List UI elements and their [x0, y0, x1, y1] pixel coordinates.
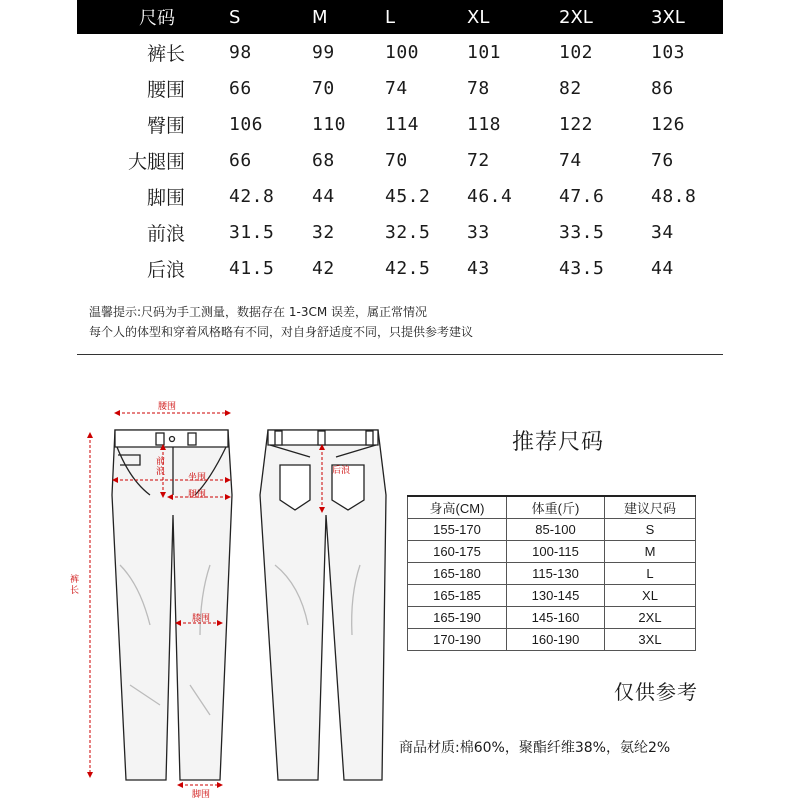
- rec-header-weight: 体重(斤): [507, 496, 605, 518]
- size-cell: 70: [385, 149, 408, 171]
- size-cell: 48.8: [651, 185, 697, 207]
- size-cell: 114: [385, 113, 420, 135]
- recommend-row: [408, 628, 696, 650]
- recommend-row: [408, 584, 696, 606]
- size-row-label: 大腿围: [127, 150, 185, 173]
- recommend-row: [408, 540, 696, 562]
- recommend-cell: 3XL: [605, 628, 696, 650]
- recommend-table: [407, 495, 696, 651]
- size-cell: 43: [467, 257, 490, 279]
- label-waist: 腰围: [158, 402, 177, 412]
- recommend-cell: 160-190: [507, 628, 605, 650]
- label-hem: 脚围: [192, 790, 211, 800]
- size-cell: 44: [312, 185, 335, 207]
- size-cell: 33: [467, 221, 490, 243]
- size-row-label: 裤长: [146, 42, 185, 65]
- size-cell: 101: [467, 41, 502, 63]
- recommend-title: 推荐尺码: [512, 430, 605, 455]
- recommend-cell: 130-145: [507, 584, 605, 606]
- size-row-label: 前浪: [146, 222, 185, 245]
- recommend-row: [408, 606, 696, 628]
- header-cell: XL: [467, 6, 490, 28]
- size-cell: 100: [385, 41, 420, 63]
- label-front-rise: 前浪: [156, 457, 166, 477]
- recommend-row: [408, 562, 696, 584]
- size-cell: 42.8: [229, 185, 275, 207]
- front-pants-drawing: [112, 430, 232, 780]
- size-cell: 74: [559, 149, 582, 171]
- size-cell: 47.6: [559, 185, 605, 207]
- header-cell: 3XL: [651, 6, 685, 28]
- recommend-cell: 100-115: [507, 540, 605, 562]
- size-cell: 31.5: [229, 221, 275, 243]
- note-line-1: 温馨提示:尺码为手工测量，数据存在 1-3CM 误差，属正常情况: [89, 305, 428, 319]
- size-cell: 41.5: [229, 257, 275, 279]
- pants-illustration: [60, 385, 400, 800]
- size-row-label: 脚围: [146, 186, 185, 209]
- recommend-cell: 165-180: [408, 562, 507, 584]
- recommend-cell: 2XL: [605, 606, 696, 628]
- size-cell: 66: [229, 149, 252, 171]
- size-cell: 43.5: [559, 257, 605, 279]
- header-cell: S: [229, 6, 241, 28]
- recommend-cell: 165-190: [408, 606, 507, 628]
- header-cell: 2XL: [559, 6, 593, 28]
- recommend-cell: M: [605, 540, 696, 562]
- pants-measurement-diagram: [60, 385, 400, 800]
- label-hip: 坐围: [188, 473, 207, 483]
- size-cell: 99: [312, 41, 335, 63]
- size-chart-table: [77, 0, 723, 286]
- size-cell: 110: [312, 113, 347, 135]
- size-cell: 86: [651, 77, 674, 99]
- recommend-row: [408, 518, 696, 540]
- size-cell: 76: [651, 149, 674, 171]
- size-cell: 118: [467, 113, 502, 135]
- label-knee: 膝围: [192, 614, 211, 624]
- size-row-label: 臀围: [146, 114, 185, 137]
- rec-header-height: 身高(CM): [408, 496, 507, 518]
- size-chart-body: [77, 34, 723, 286]
- size-cell: 32.5: [385, 221, 431, 243]
- label-back-rise: 后浪: [332, 466, 351, 476]
- size-row: [77, 142, 723, 178]
- material-composition: 商品材质:棉60%，聚酯纤维38%，氨纶2%: [399, 740, 671, 756]
- size-cell: 106: [229, 113, 264, 135]
- size-cell: 66: [229, 77, 252, 99]
- size-cell: 102: [559, 41, 594, 63]
- header-cell: L: [385, 6, 396, 28]
- size-row: [77, 178, 723, 214]
- size-row: [77, 70, 723, 106]
- size-row: [77, 34, 723, 70]
- note-line-2: 每个人的体型和穿着风格略有不同，对自身舒适度不同，只提供参考建议: [89, 325, 474, 339]
- size-cell: 72: [467, 149, 490, 171]
- reference-only-text: 仅供参考: [614, 680, 698, 704]
- recommend-cell: 170-190: [408, 628, 507, 650]
- recommend-cell: 85-100: [507, 518, 605, 540]
- size-row-label: 腰围: [146, 78, 185, 101]
- recommend-cell: S: [605, 518, 696, 540]
- recommend-cell: 155-170: [408, 518, 507, 540]
- size-cell: 45.2: [385, 185, 431, 207]
- back-pants-drawing: [260, 430, 386, 780]
- size-chart-header: [77, 0, 723, 34]
- size-cell: 70: [312, 77, 335, 99]
- size-cell: 98: [229, 41, 252, 63]
- size-cell: 34: [651, 221, 674, 243]
- size-row-label: 后浪: [146, 258, 185, 281]
- size-cell: 126: [651, 113, 686, 135]
- size-row: [77, 214, 723, 250]
- size-cell: 33.5: [559, 221, 605, 243]
- label-length: 裤长: [70, 575, 80, 596]
- recommend-cell: 115-130: [507, 562, 605, 584]
- header-cell: 尺码: [139, 8, 175, 29]
- size-cell: 42.5: [385, 257, 431, 279]
- label-thigh: 腿围: [188, 490, 207, 500]
- size-cell: 74: [385, 77, 408, 99]
- size-cell: 44: [651, 257, 674, 279]
- size-cell: 32: [312, 221, 335, 243]
- rec-header-size: 建议尺码: [605, 496, 696, 518]
- size-cell: 68: [312, 149, 335, 171]
- size-row: [77, 106, 723, 142]
- recommend-cell: 145-160: [507, 606, 605, 628]
- size-cell: 82: [559, 77, 582, 99]
- size-cell: 46.4: [467, 185, 513, 207]
- size-cell: 103: [651, 41, 686, 63]
- header-cell: M: [312, 6, 328, 28]
- recommend-cell: 165-185: [408, 584, 507, 606]
- size-cell: 42: [312, 257, 335, 279]
- size-cell: 78: [467, 77, 490, 99]
- recommend-cell: 160-175: [408, 540, 507, 562]
- section-divider: [77, 354, 723, 355]
- recommend-cell: L: [605, 562, 696, 584]
- recommend-cell: XL: [605, 584, 696, 606]
- size-cell: 122: [559, 113, 594, 135]
- size-note: [89, 302, 473, 342]
- size-row: [77, 250, 723, 286]
